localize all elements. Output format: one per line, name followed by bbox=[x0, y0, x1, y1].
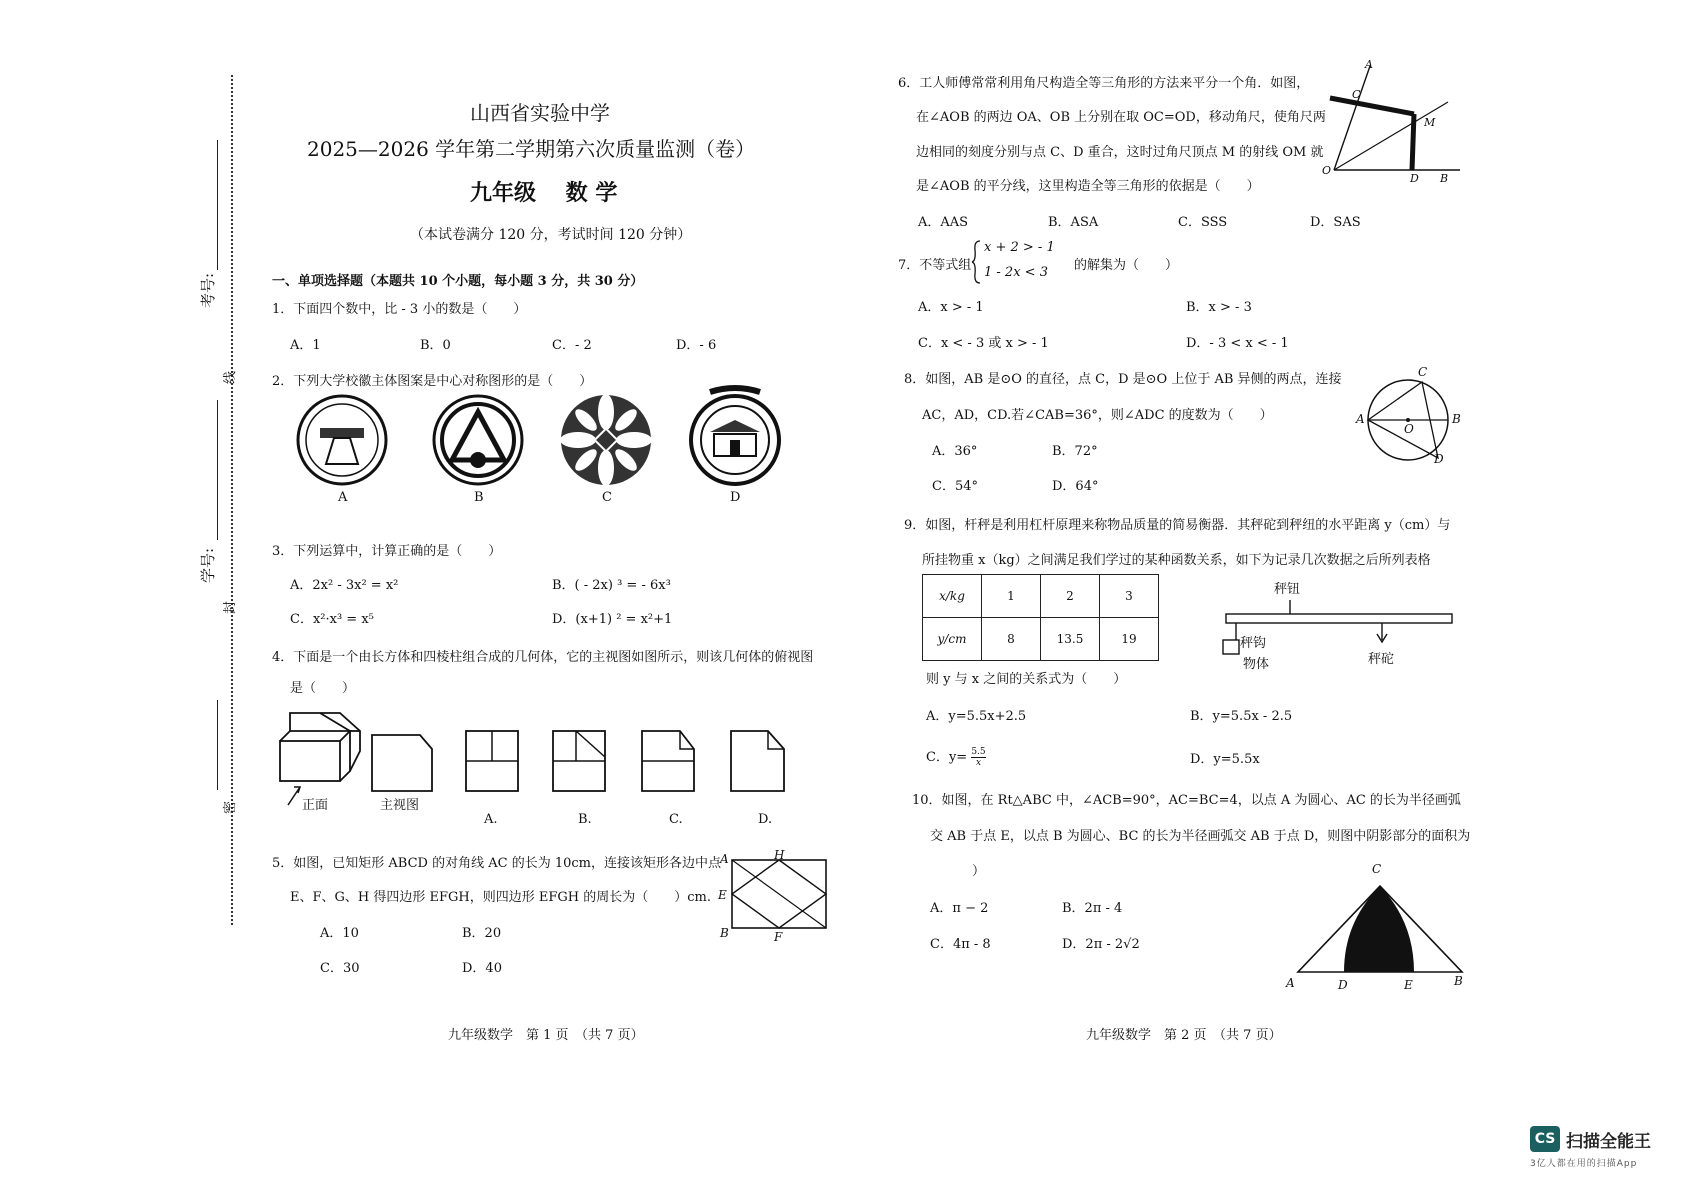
q10-option-b: B．2π - 4 bbox=[1062, 901, 1123, 916]
q10-label-e: E bbox=[1404, 978, 1413, 992]
q6-option-a: A．AAS bbox=[918, 215, 969, 230]
table-cell: 13.5 bbox=[1041, 618, 1100, 661]
q4-option-b: B. bbox=[578, 812, 592, 827]
q7-option-b: B．x > - 3 bbox=[1186, 300, 1252, 315]
q10-triangle-figure bbox=[1296, 876, 1466, 976]
q6-label-b: B bbox=[1440, 172, 1449, 185]
logo-c-icon bbox=[560, 394, 652, 486]
q10-label-c: C bbox=[1372, 862, 1382, 876]
scanner-tagline: 3亿人都在用的扫描App bbox=[1530, 1159, 1638, 1169]
q7-option-a: A．x > - 1 bbox=[918, 300, 984, 315]
q4-front-label: 正面 bbox=[302, 798, 329, 813]
q5-rectangle-figure bbox=[730, 858, 830, 938]
q9-label-tuo: 秤砣 bbox=[1368, 652, 1395, 667]
q10-line-1: 10．如图，在 Rt△ABC 中，∠ACB=90°，AC=BC=4，以点 A 为圆心、AC 的长为半径画弧 bbox=[912, 793, 1461, 808]
q1-option-c: C．- 2 bbox=[552, 338, 592, 353]
q5-label-a: A bbox=[720, 852, 729, 866]
margin-student-no-line bbox=[217, 400, 218, 540]
q10-line-2: 交 AB 于点 E，以点 B 为圆心、BC 的长为半径画弧交 AB 于点 D，则图中阴影部分的面积为 bbox=[930, 829, 1471, 844]
q3-option-a: A．2x² - 3x² = x² bbox=[290, 578, 399, 593]
q8-option-d: D．64° bbox=[1052, 479, 1099, 494]
q2-caption-d: D bbox=[730, 490, 741, 505]
q10-option-a: A．π − 2 bbox=[930, 901, 989, 916]
table-cell: 8 bbox=[982, 618, 1041, 661]
q8-circle-figure bbox=[1362, 376, 1462, 466]
q7-prefix: 7．不等式组 bbox=[898, 258, 972, 273]
margin-seal2-char: 密 bbox=[223, 800, 239, 815]
q9-line-1: 9．如图，杆秤是利用杠杆原理来称物品质量的简易衡器．其秤砣到秤纽的水平距离 y（cm）与 bbox=[904, 518, 1451, 533]
q2-university-logos bbox=[280, 390, 800, 510]
binding-dotted-line bbox=[231, 75, 233, 925]
q10-label-a: A bbox=[1286, 976, 1295, 990]
q1-option-b: B．0 bbox=[420, 338, 451, 353]
table-header-x: x/kg bbox=[923, 575, 982, 618]
q8-label-c: C bbox=[1418, 365, 1428, 379]
q2-caption-c: C bbox=[602, 490, 612, 505]
footer-page-1: 九年级数学 第 1 页 （共 7 页） bbox=[448, 1028, 644, 1043]
q6-label-d: D bbox=[1410, 172, 1419, 185]
q2-caption-a: A bbox=[338, 490, 348, 505]
q5-stem: 5．如图，已知矩形 ABCD 的对角线 AC 的长为 10cm，连接该矩形各边中点 bbox=[272, 856, 721, 871]
table-cell: 19 bbox=[1100, 618, 1159, 661]
q9-option-c-prefix: C．y= bbox=[926, 750, 968, 765]
logo-a-icon bbox=[298, 396, 386, 484]
q6-option-c: C．SSS bbox=[1178, 215, 1228, 230]
q9-option-c bbox=[926, 746, 986, 768]
logo-b-icon bbox=[434, 396, 522, 484]
q7-inequality-1: x + 2 > - 1 bbox=[984, 240, 1055, 255]
q9-option-c-denominator: x bbox=[975, 758, 982, 768]
q6-angle-figure bbox=[1320, 62, 1470, 182]
q8-label-a: A bbox=[1356, 412, 1365, 426]
table-row bbox=[923, 618, 1159, 661]
q10-label-d: D bbox=[1338, 978, 1348, 992]
q6-label-m: M bbox=[1424, 116, 1436, 129]
q5-option-d: D．40 bbox=[462, 961, 502, 976]
q1-stem: 1．下面四个数中，比 - 3 小的数是（ ） bbox=[272, 302, 527, 317]
table-cell: 1 bbox=[982, 575, 1041, 618]
margin-line-char: 线 bbox=[223, 370, 239, 385]
q6-line-4: 是∠AOB 的平分线，这里构造全等三角形的依据是（ ） bbox=[916, 179, 1260, 194]
q3-option-b: B．( - 2x) ³ = - 6x³ bbox=[552, 578, 671, 593]
q8-label-o: O bbox=[1404, 422, 1414, 436]
q4-main-view-label: 主视图 bbox=[380, 798, 420, 813]
q8-label-d: D bbox=[1434, 452, 1444, 466]
scanner-brand bbox=[1530, 1126, 1651, 1152]
subject-title: 九年级 数 学 bbox=[470, 180, 618, 206]
q5-label-e: E bbox=[718, 888, 727, 902]
q5-option-c: C．30 bbox=[320, 961, 360, 976]
q6-line-2: 在∠AOB 的两边 OA、OB 上分别在取 OC=OD，移动角尺，使角尺两 bbox=[916, 110, 1326, 125]
scanner-watermark bbox=[1530, 1126, 1651, 1169]
q3-stem: 3．下列运算中，计算正确的是（ ） bbox=[272, 544, 502, 559]
q6-label-a: A bbox=[1365, 58, 1373, 71]
school-title: 山西省实验中学 bbox=[470, 101, 610, 125]
q5-option-b: B．20 bbox=[462, 926, 502, 941]
q8-line-2: AC，AD，CD.若∠CAB=36°，则∠ADC 的度数为（ ） bbox=[922, 408, 1273, 423]
table-header-y: y/cm bbox=[923, 618, 982, 661]
q8-option-b: B．72° bbox=[1052, 444, 1098, 459]
margin-seal-char: 封 bbox=[223, 600, 239, 615]
table-cell: 2 bbox=[1041, 575, 1100, 618]
q5-option-a: A．10 bbox=[320, 926, 359, 941]
q7-option-d: D．- 3 < x < - 1 bbox=[1186, 336, 1289, 351]
q6-option-b: B．ASA bbox=[1048, 215, 1099, 230]
section-1-heading: 一、单项选择题（本题共 10 个小题，每小题 3 分，共 30 分） bbox=[272, 274, 644, 289]
table-cell: 3 bbox=[1100, 575, 1159, 618]
q7-suffix: 的解集为（ ） bbox=[1074, 258, 1179, 273]
q9-option-c-fraction bbox=[971, 747, 985, 768]
q9-data-table bbox=[922, 574, 1159, 661]
q5-stem-2: E、F、G、H 得四边形 EFGH，则四边形 EFGH 的周长为（ ）cm. bbox=[290, 890, 711, 905]
q9-line-2: 所挂物重 x（kg）之间满足我们学过的某种函数关系，如下为记录几次数据之后所列表格 bbox=[922, 553, 1431, 568]
q6-line-3: 边相同的刻度分别与点 C、D 重合，这时过角尺顶点 M 的射线 OM 就 bbox=[916, 145, 1324, 160]
q1-option-a: A．1 bbox=[290, 338, 321, 353]
q4-option-a: A. bbox=[484, 812, 498, 827]
q6-line-1: 6．工人师傅常常利用角尺构造全等三角形的方法来平分一个角．如图， bbox=[898, 76, 1310, 91]
q3-option-d: D．(x+1) ² = x²+1 bbox=[552, 612, 673, 627]
term-title: 2025—2026 学年第二学期第六次质量监测（卷） bbox=[307, 137, 756, 161]
q9-option-d: D．y=5.5x bbox=[1190, 752, 1260, 767]
q8-option-a: A．36° bbox=[932, 444, 978, 459]
q7-brace-icon bbox=[972, 240, 982, 284]
q1-option-d: D．- 6 bbox=[676, 338, 717, 353]
logo-d-icon bbox=[691, 388, 779, 484]
q7-inequality-2: 1 - 2x < 3 bbox=[984, 265, 1048, 280]
q6-option-d: D．SAS bbox=[1310, 215, 1361, 230]
footer-page-2: 九年级数学 第 2 页 （共 7 页） bbox=[1086, 1028, 1282, 1043]
scanner-app-name: 扫描全能王 bbox=[1566, 1131, 1651, 1152]
q2-caption-b: B bbox=[474, 490, 484, 505]
q9-label-gou: 秤钩 bbox=[1240, 636, 1267, 651]
q4-stem-2: 是（ ） bbox=[290, 681, 356, 696]
q3-option-c: C．x²·x³ = x⁵ bbox=[290, 612, 374, 627]
margin-student-no-label: 学号: bbox=[199, 547, 218, 584]
q9-label-niu: 秤钮 bbox=[1274, 582, 1301, 597]
q5-label-h: H bbox=[774, 848, 785, 862]
q10-line-3: ） bbox=[972, 864, 986, 879]
q4-option-c: C. bbox=[669, 812, 683, 827]
q7-option-c: C．x < - 3 或 x > - 1 bbox=[918, 336, 1049, 351]
q9-option-b: B．y=5.5x - 2.5 bbox=[1190, 709, 1293, 724]
q9-option-c-numerator: 5.5 bbox=[971, 747, 986, 757]
q2-stem: 2．下列大学校徽主体图案是中心对称图形的是（ ） bbox=[272, 374, 593, 389]
q10-option-d: D．2π - 2√2 bbox=[1062, 937, 1140, 952]
margin-name-line bbox=[217, 700, 218, 790]
q10-label-b: B bbox=[1454, 974, 1463, 988]
q9-line-3: 则 y 与 x 之间的关系式为（ ） bbox=[926, 672, 1127, 687]
q4-option-d: D. bbox=[758, 812, 773, 827]
margin-exam-no-line bbox=[217, 140, 218, 270]
q10-option-c: C．4π - 8 bbox=[930, 937, 991, 952]
q6-label-c: C bbox=[1352, 88, 1361, 101]
q4-stem: 4．下面是一个由长方体和四棱柱组合成的几何体，它的主视图如图所示，则该几何体的俯视图 bbox=[272, 650, 814, 665]
q4-figures bbox=[276, 705, 816, 815]
exam-note: （本试卷满分 120 分，考试时间 120 分钟） bbox=[410, 227, 692, 243]
q9-option-a: A．y=5.5x+2.5 bbox=[926, 709, 1027, 724]
q5-label-b: B bbox=[720, 926, 729, 940]
cs-logo-icon: CS bbox=[1530, 1126, 1560, 1152]
q8-label-b: B bbox=[1452, 412, 1461, 426]
q5-label-f: F bbox=[774, 930, 783, 944]
margin-exam-no-label: 考号: bbox=[199, 272, 218, 309]
table-row bbox=[923, 575, 1159, 618]
q8-option-c: C．54° bbox=[932, 479, 978, 494]
q8-line-1: 8．如图，AB 是⊙O 的直径，点 C，D 是⊙O 上位于 AB 异侧的两点，连接 bbox=[904, 372, 1342, 387]
q9-label-wu: 物体 bbox=[1243, 657, 1270, 672]
q6-label-o: O bbox=[1322, 164, 1332, 177]
